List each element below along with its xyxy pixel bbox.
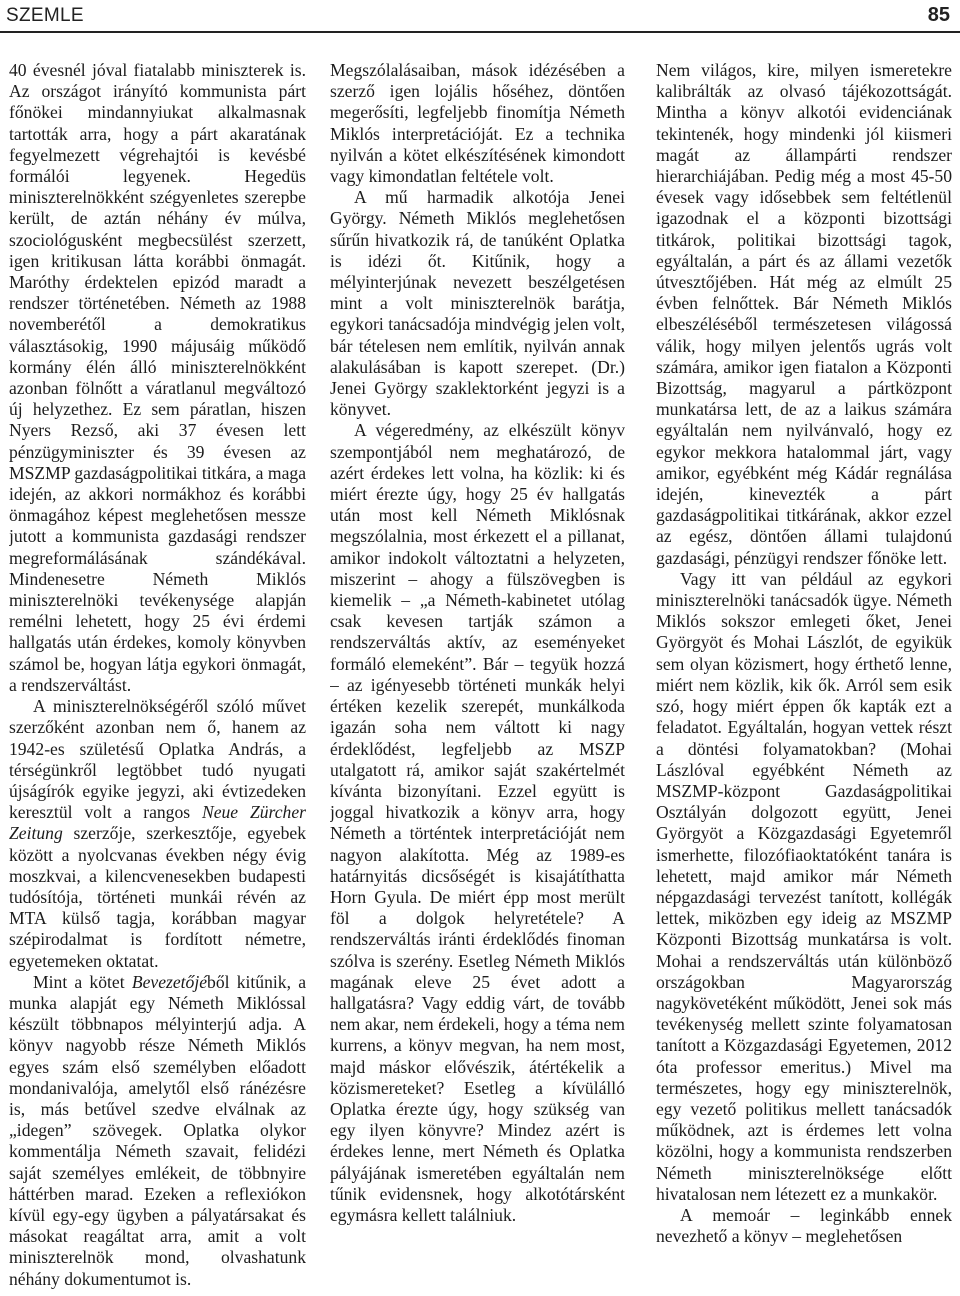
paragraph [656, 569, 952, 1205]
text-run: Vagy itt van például az egykori miniszterelnöki tanácsadók ügye. Németh Miklós sokszor emlegeti őket, Jenei Györgyöt és Mohai Lászlót, de egyikük sem olyan közismert, hogy érthető lenne, miért nem közlik, kik ők. Arról sem esik szó, hogy miért éppen ők kapták ezt a feladatot. Egyáltalán, hogyan vettek részt a döntési folyamatokban? (Mohai Lászlóval egyébként Németh az MSZMP-központ Gazdaságpolitikai Osztályán dolgozott együtt, Jenei Györgyöt a Közgazdasági Egyetemről ismerhette, filozófiaoktatóként tanára is lehetett, majd amikor már Németh népgazdasági tervezést tanított, kollégák lettek, miközben egy ideig az MSZMP Központi Bizottság munkatársa is volt. Mohai a rendszerváltás után különböző országokban Magyarország nagykövetéként működött, Jenei sok más tevékenység mellett szinte folyamatosan tanított a Közgazdasági Egyetemen, 2012 óta professor emeritus.) Mivel ma természetes, hogy egy miniszterelnök, egy vezető politikus mellett tanácsadók működnek, azt is érdemes lett volna közölni, hogy a kommunista rendszerben Németh miniszterelnöksége előtt hivatalosan nem létezett ez a munkakör. [656, 568, 952, 1204]
text-run: szerzője, szerkesztője, egyebek között a nyolcvanas években négy évig moszkvai, a kilencvenesekben budapesti tudósítója, történeti munkái révén az MTA külső tagja, korábban magyar szépirodalmat is fordított németre, egyetemeken oktatat. [9, 823, 306, 971]
text-run: A memoár – leginkább ennek nevezhető a könyv – meglehetősen [656, 1204, 952, 1247]
paragraph [9, 696, 306, 972]
paragraph [9, 60, 306, 696]
text-run: A miniszterelnökségéről szóló művet szerzőként azonban nem ő, hanem az 1942-es születésű Oplatka András, a térségünkről legtöbbet tudó nyugati újságírók egyike jegyzi, aki évtizedeken keresztül volt a rangos [9, 696, 306, 823]
text-run: Mint a kötet [33, 971, 132, 992]
paragraph [330, 187, 625, 420]
paragraph [330, 420, 625, 1226]
text-column-1 [9, 60, 306, 1296]
paragraph [656, 1205, 952, 1247]
page-number: 85 [927, 4, 950, 26]
paragraph [656, 60, 952, 569]
text-run: 40 évesnél jóval fiatalabb miniszterek is. Az országot irányító kommunista párt főnökei mindannyiukat alkalmasnak tartották arra, hogy a párt akaratának fegyelmezett végrehajtói is kevésbé formálói legyenek. Hegedüs miniszterelnökként szégyenletes szerepbe került, de aztán néhány év múlva, szociológusként megbecsülést szerzett, igen kritikusan látta korábbi önmagát. Maróthy érdektelen epizód maradt a rendszer történetében. Németh az 1988 novemberétől a demokratikus választásokig, 1990 májusáig működő kormány élén álló miniszterelnökként azonban fölnőtt a váratlanul megváltozó új helyzethez. Ez sem páratlan, hiszen Nyers Rezső, aki 37 évesen lett pénzügyminiszter és 39 évesen az MSZMP gazdaságpolitikai titkára, a maga idején, az akkori normákhoz és korábbi önmagához képest meglehetősen messze jutott a kommunista gazdasági rendszer megreformálásának szándékával. Mindenesetre Németh Miklós miniszterelnöki tevékenysége alapján remélni lehetett, hogy 25 évi érdemi hallgatás után érdekes, komoly könyvben számol be, hogyan látja egykori önmagát, a rendszerváltást. [9, 60, 306, 695]
section-title: SZEMLE [6, 5, 84, 26]
italic-text: Bevezetőjé [131, 971, 208, 992]
paragraph [9, 972, 306, 1290]
text-run: ből kitűnik, a munka alapját egy Németh Miklóssal készült többnapos mélyinterjú adja. A könyv nagyobb része Németh Miklós egyes szám első személyben előadott mondanivalója, amelytől első ránézésre is, más betűvel szedve elválnak az „idegen” szövegek. Oplatka olykor kommentálja Németh szavait, felidézi saját személyes emlékeit, de többnyire háttérben marad. Ezeken a reflexiókon kívül egy-egy ügyben a pályatársakat és másokat reagáltat arra, amit a volt miniszterelnök mond, olvashatunk néhány dokumentumot is. [9, 971, 306, 1289]
italic-text: Neue Zürcher Zeitung [9, 802, 306, 844]
text-column-2 [330, 60, 625, 1296]
header-rule [0, 31, 960, 33]
paragraph [330, 60, 625, 187]
text-run: A végeredmény, az elkészült könyv szempontjából nem meghatározó, de azért érdekes lett volna, ha közlik: ki és miért érezte úgy, hogy 25 év hallgatás után most kell Németh Miklósnak megszólalnia, most érkezett el a pillanat, amikor indokolt változtatni a helyzeten, miszerint – ahogy a fülszövegben is kiemelik – „a Németh-kabinetet utólag csak kevesen tartják számon a rendszerváltás aktív, az eseményeket formáló elemeként”. Bár – tegyük hozzá – az igényesebb történeti munkák helyi értéken kezelik szerepét, munkálkoda igazán soha nem váltott ki nagy érdeklődést, legfeljebb az MSZP utalgatott rá, amikor saját szakértelmét kívánta bizonyítani. Ezzel együtt is joggal hivatkozik a könyv arra, hogy Németh a történtek interpretációját nem nagyon alakította. Még az 1989-es határnyitás dicsőségét is kisajátíthatta Horn Gyula. De miért épp most merült föl a dolgok helyretétele? A rendszerváltás iránti érdeklődés finoman szólva is szerény. Esetleg Németh Miklós magának eleve 25 évet adott a hallgatásra? Vagy eddig várt, de tovább nem akar, nem érdekeli, hogy a téma nem kurrens, a könyv megvan, ha nem most, majd máskor elővészik, átértékelik a közismereteket? Esetleg a kívülálló Oplatka érezte úgy, hogy szükség van egy ilyen könyvre? Mindez azért is érdekes lenne, mert Németh és Oplatka pályájának ismeretében egyáltalán nem tűnik evidensnek, hogy alkotótársként egymásra kellett találniuk. [330, 420, 625, 1225]
text-run: Megszólalásaiban, mások idézésében a szerző igen lojális hőséhez, döntően megerősíti, legfeljebb finomítja Németh Miklós interpretációját. Ez a technika nyilván a kötet elkészítésének kimondott vagy kimondatlan feltétele volt. [330, 60, 625, 187]
page-header [0, 0, 960, 32]
text-run: Nem világos, kire, milyen ismeretekre kalibrálták az olvasó tájékozottságát. Mintha a könyv alkotói evidenciának tekintenék, hogy mindenki jól kiismeri magát az állampárti rendszer hierarchiájában. Pedig még a most 45-50 évesek vagy idősebbek sem feltétlenül igazodnak el a központi bizottsági titkárok, politikai bizottsági tagok, egyáltalán, a párt és az állami vezetők útvesztőjében. Hát még az elmúlt 25 évben felnőttek. Bár Németh Miklós elbeszéléséből természetesen világossá válik, hogy milyen jelentős ugrás volt számára, amikor igen fiatalon a Központi Bizottság, magyarul a pártközpont munkatársa lett, de az a laikus számára egyáltalán nem nyilvánvaló, hogy ez egykor mekkora hatalommal járt, vagy amikor, egyébként még Kádár regnálása idején, kinevezték a párt gazdaságpolitikai titkárának, akkor ezzel az egész, döntően állami tulajdonú gazdasági, pénzügyi rendszer főnöke lett. [656, 60, 952, 568]
text-column-3 [656, 60, 952, 1296]
text-run: A mű harmadik alkotója Jenei György. Németh Miklós meglehetősen sűrűn hivatkozik rá, de tanúként Oplatka is idézi őt. Kitűnik, hogy a mélyinterjúnak nevezett beszélgetésen mint a volt miniszterelnök barátja, egykori tanácsadója mindvégig jelen volt, bár tételesen nem említik, nyilván annak alakulásában is kapott szerepet. (Dr.) Jenei György szaklektorként jegyzi is a könyvet. [330, 187, 625, 420]
